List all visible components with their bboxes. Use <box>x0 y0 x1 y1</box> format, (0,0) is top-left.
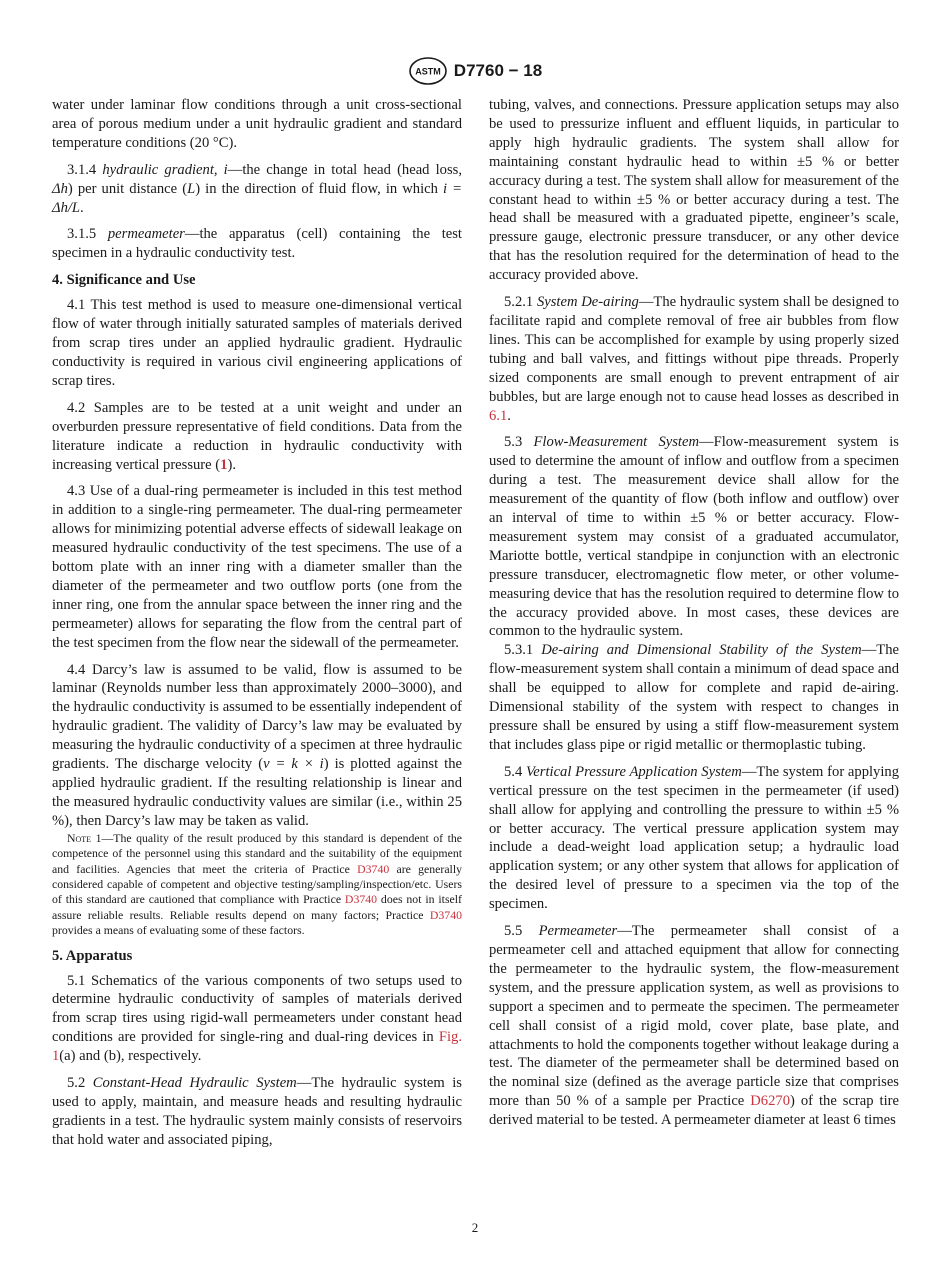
section-heading-5: 5. Apparatus <box>52 947 133 964</box>
term-permeameter: permeameter <box>107 226 185 243</box>
paragraph-4-2: 4.2 Samples are to be tested at a unit weight and under an overburden pressure representative of field conditions. Data from the literature indicate a reduction in hydraulic conductivity with increasing vertical pressure (1). <box>52 399 462 473</box>
term-de-airing-dimensional-stability: De-airing and Dimensional Stability of the System <box>541 642 862 659</box>
paragraph-5-2-1: 5.2.1 System De-airing—The hydraulic system shall be designed to facilitate rapid and complete removal of free air bubbles from flow lines. This can be accomplished for example by using properly sized tubing and ball valves, and fittings without pipe threads. Properly sized components are small enough to prevent entrapment of air bubbles, but are large enough not to cause head losses as described in 6.1. <box>489 294 899 424</box>
term-constant-head-hydraulic-system: Constant-Head Hydraulic System <box>92 1075 297 1092</box>
term-system-de-airing: System De-airing <box>536 294 639 311</box>
paragraph-5-2-continued: tubing, valves, and connections. Pressure application setups may also be used to pressurize influent and effluent liquids, in particular to apply high hydraulic gradients. The system shall allow for maintaining constant hydraulic head to within ±5 % or better accuracy during a test. The system shall allow for measurement of the constant head to within ±5 % or better accuracy during a test. The head shall be measured with a graduated pipette, engineer’s scale, pressure gauge, electronic pressure transducer, or any other device that has the resolution required for the determination of head to the accuracy provided above. <box>489 97 899 284</box>
document-designation: D7760 − 18 <box>453 61 543 80</box>
link-d6270[interactable]: D6270 <box>750 1093 790 1110</box>
page-number: 2 <box>471 1220 479 1235</box>
link-figure-1[interactable]: Fig. 1 <box>52 1029 462 1065</box>
term-flow-measurement-system: Flow-Measurement System <box>533 434 699 451</box>
paragraph-5-5: 5.5 Permeameter—The permeameter shall consist of a permeameter cell and attached equipment that allow for connecting the permeameter to the hydraulic system, the flow-measurement system, and the pressure application system, as well as provisions to support a specimen and to permeate the specimen. The permeameter cell shall consist of a rigid mold, cover plate, base plate, and attachments to hold the components together without leakage during a test. The diameter of the permeameter shall be determined based on the nominal size (defined as the average particle size that comprises more than 50 % of a sample per Practice D6270) of the scrap tire derived material to be tested. A permeameter diameter at least 6 times <box>489 923 899 1129</box>
link-d3740-1[interactable]: D3740 <box>357 861 390 876</box>
paragraph-4-4: 4.4 Darcy’s law is assumed to be valid, flow is assumed to be laminar (Reynolds number less than approximately 2000–3000), and the hydraulic conductivity is assumed to be essentially independent of hydraulic gradient. The validity of Darcy’s law may be evaluated by measuring the hydraulic conductivity of a specimen at three hydraulic gradients. The discharge velocity (v = k × i) is plotted against the applied hydraulic gradient. If the resulting relationship is linear and the measured hydraulic conductivity values are similar (i.e., within 25 %), then Darcy’s law may be taken as valid. <box>52 661 462 829</box>
left-column <box>52 96 462 1150</box>
paragraph-5-1: 5.1 Schematics of the various components of two setups used to determine hydraulic conductivity of samples of materials derived from scrap tires using rigid-wall permeameters under constant head conditions are provided for single-ring and dual-ring devices in Fig. 1(a) and (b), respectively. <box>52 972 462 1065</box>
link-d3740-2[interactable]: D3740 <box>344 892 378 907</box>
paragraph-4-1: 4.1 This test method is used to measure one-dimensional vertical flow of water through initially saturated samples of materials derived from scrap tires under an applied hydraulic gradient. Hydraulic conductivity is required in various civil engineering applications of scrap tires. <box>52 297 462 389</box>
paragraph-4-3: 4.3 Use of a dual-ring permeameter is included in this test method in addition to a single-ring permeameter. The dual-ring permeameter allows for minimizing potential adverse effects of sidewall leakage on measured hydraulic conductivity of the test specimens. The use of a bottom plate with an inner ring with a diameter smaller than the diameter of the permeameter and two outflow ports (one from the inner ring, one from the annular space between the inner ring and the permeameter) allows for separating the flow from the central part of the test specimen from the flow near the sidewall of the permeameter. <box>52 483 462 651</box>
page-header <box>0 55 950 87</box>
paragraph-5-4: 5.4 Vertical Pressure Application System—The system for applying vertical pressure on the test specimen in the permeameter (if used) shall allow for applying and controlling the pressure to within ±5 % or better accuracy. The vertical pressure application system may include a dead-weight load application setup; a hydraulic load application system; or any other system that allows for application of the desired level of pressure to a specimen via the top of the specimen. <box>489 763 899 913</box>
note-label: Note <box>67 830 92 845</box>
note-1: Note 1—The quality of the result produced by this standard is dependent of the competence of the personnel using this standard and the suitability of the equipment and facilities. Agencies that meet the criteria of Practice D3740 are generally considered capable of competent and objective testing/sampling/inspection/etc. Users of this standard are cautioned that compliance with Practice D3740 does not in itself assure reliable results. Reliable results depend on many factors; Practice D3740 provides a means of evaluating some of these factors. <box>52 830 463 938</box>
equation-hydraulic-gradient: i = Δh/L <box>52 180 462 216</box>
astm-logo-icon <box>408 56 448 86</box>
paragraph-5-2: 5.2 Constant-Head Hydraulic System—The hydraulic system is used to apply, maintain, and measure heads and resulting hydraulic gradients in a test. The hydraulic system mainly consists of reservoirs that hold water and associated piping, <box>52 1075 462 1148</box>
paragraph-5-3: 5.3 Flow-Measurement System—Flow-measurement system is used to determine the amount of inflow and outflow from a specimen during a test. The measurement device shall allow for the measurement of the quantity of flow (both inflow and outflow) over an interval of time to within ±5 % or better accuracy. Flow-measurement system may consist of a graduated accumulator, Mariotte bottle, vertical standpipe in conjunction with an electronic pressure transducer, electromagnetic flow meter, or other volume-measuring device that has the resolution required to determine flow to the accuracy provided above. In most cases, these devices are common to the hydraulic system. <box>489 434 899 640</box>
link-section-6-1[interactable]: 6.1 <box>489 407 508 424</box>
logo-text: ASTM <box>415 66 441 77</box>
right-column <box>489 96 899 1130</box>
term-permeameter-5-5: Permeameter <box>538 923 618 940</box>
reference-link-1[interactable]: 1 <box>220 456 228 473</box>
link-d3740-3[interactable]: D3740 <box>429 907 462 922</box>
paragraph-3-1-4: 3.1.4 hydraulic gradient, i—the change in total head (head loss, Δh) per unit distance (L) in the direction of fluid flow, in which i = Δh/L. <box>52 161 462 216</box>
term-hydraulic-gradient: hydraulic gradient, i <box>102 161 228 178</box>
section-heading-4: 4. Significance and Use <box>52 272 196 289</box>
paragraph-3-1-5: 3.1.5 permeameter—the apparatus (cell) containing the test specimen in a hydraulic conductivity test. <box>52 226 462 262</box>
equation-discharge-velocity: v = k × i <box>263 756 324 773</box>
paragraph-5-3-1: 5.3.1 De-airing and Dimensional Stability of the System—The flow-measurement system shall contain a minimum of dead space and shall be equipped to allow for complete and rapid de-airing. Dimensional stability of the system with respect to changes in pressure shall be ensured by using a stiff flow-measurement system that includes glass pipe or rigid metallic or thermoplastic tubing. <box>489 642 899 753</box>
paragraph-3-1-3-continued: water under laminar flow conditions through a unit cross-sectional area of porous medium under a unit hydraulic gradient and standard temperature conditions (20 °C). <box>52 97 462 151</box>
term-vertical-pressure-application-system: Vertical Pressure Application System <box>526 763 742 780</box>
